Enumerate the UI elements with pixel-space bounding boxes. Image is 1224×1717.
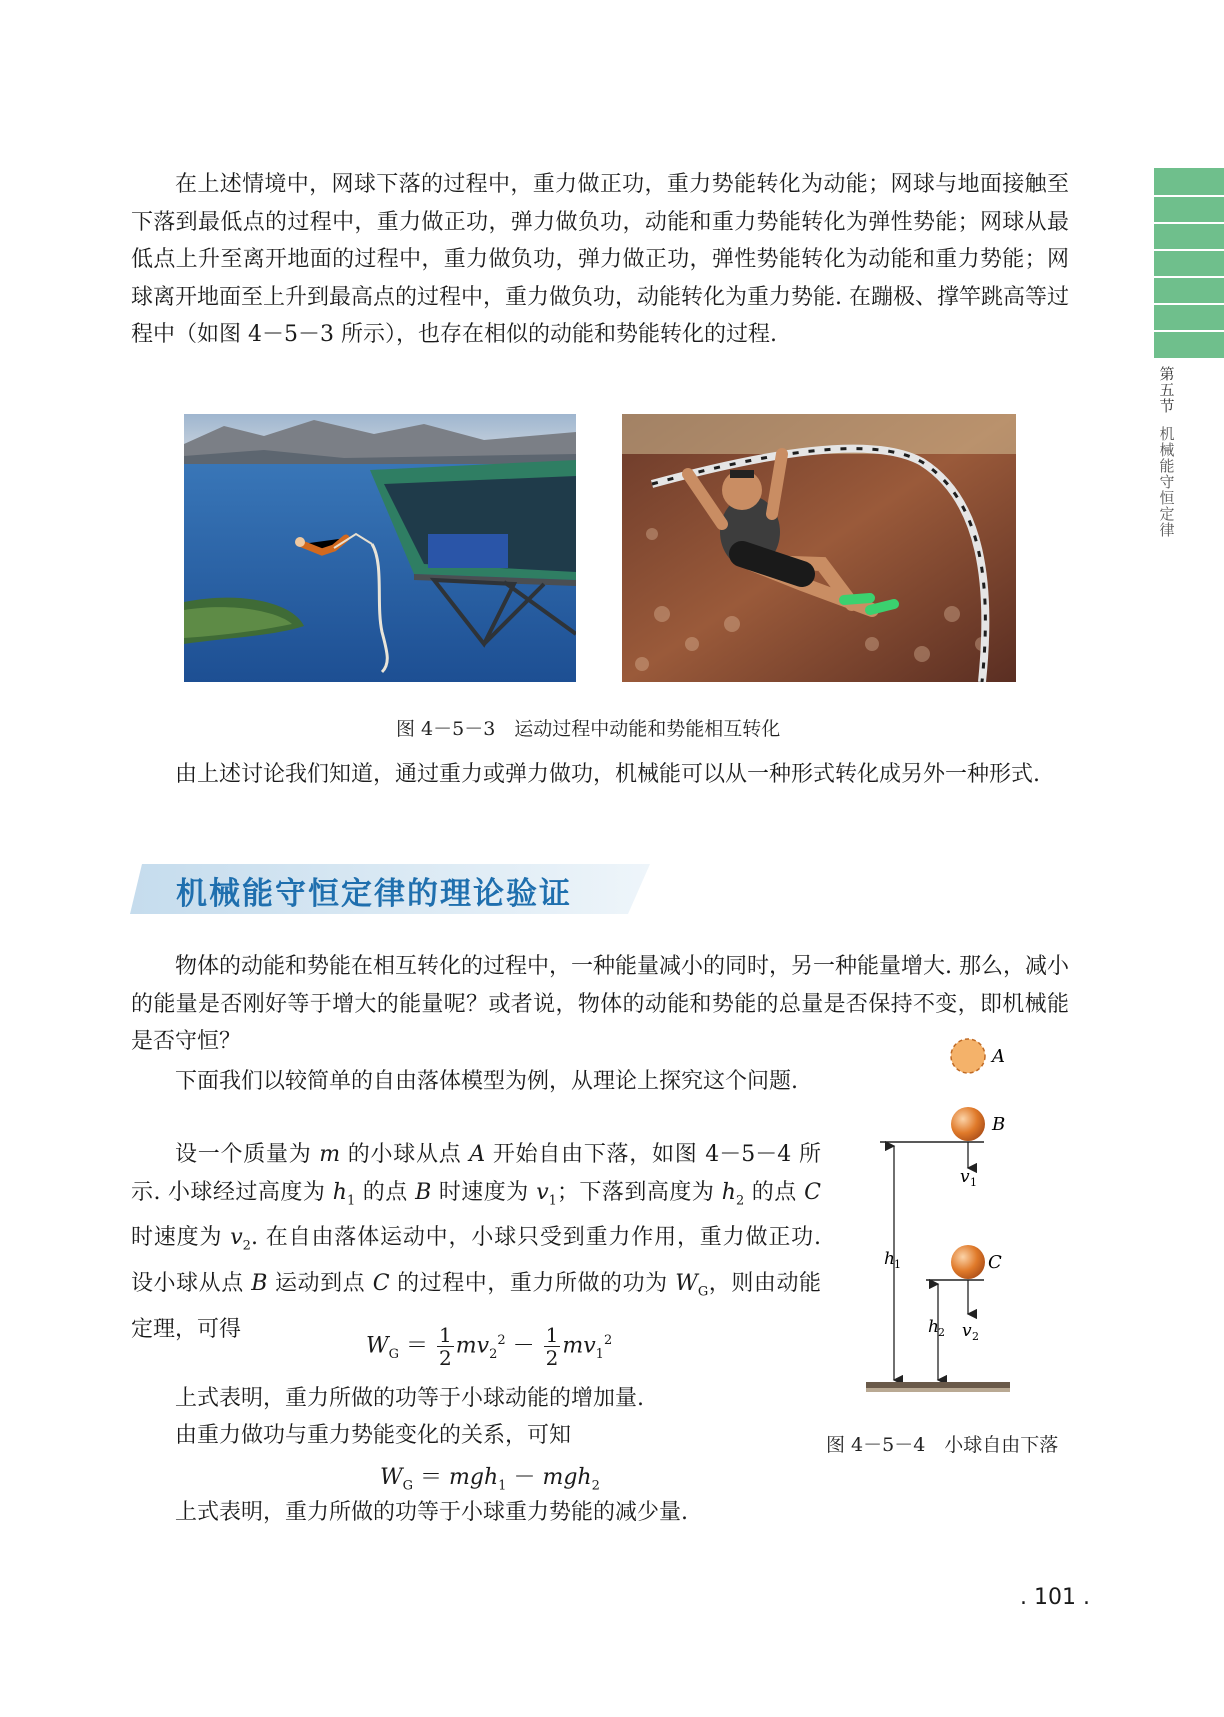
section-heading: 机械能守恒定律的理论验证: [176, 876, 572, 912]
gravity-work-formula: $W_G = mgh_1 - mgh_2$: [380, 1465, 600, 1494]
kinetic-energy-theorem-formula: $W_G$ ＝ $\frac{1}{2}$ $mv_2^2$ － $\frac{1}{2}$ $mv_1^2$: [366, 1323, 613, 1370]
label-h2-sub: 2: [938, 1326, 945, 1339]
label-v1-sub: 1: [970, 1176, 977, 1189]
figure-4-5-4-caption: 图 4－5－4 小球自由下落: [826, 1434, 1059, 1456]
paragraph-question: 物体的动能和势能在相互转化的过程中，一种能量减小的同时，另一种能量增大. 那么，减小的能量是否刚好等于增大的能量呢？或者说，物体的动能和势能的总量是否保持不变，即机械能是否守恒？: [131, 954, 1069, 1054]
page-number: . 101 .: [1020, 1585, 1090, 1610]
side-tab-title: 机械能守恒定律: [1159, 425, 1175, 539]
paragraph-energy-conversion: 在上述情境中，网球下落的过程中，重力做正功，重力势能转化为动能；网球与地面接触至下落到最低点的过程中，重力做正功，弹力做负功，动能和重力势能转化为弹性势能；网球从最低点上升至离开地面的过程中，重力做负功，弹力做正功，弹性势能转化为动能和重力势能；网球离开地面至上升到最高点的过程中，重力做负功，动能转化为重力势能. 在蹦极、撑竿跳高等过程中（如图 4－5－3 所示），也存在相似的动能和势能转化的过程.: [131, 172, 1069, 347]
label-A: A: [992, 1046, 1005, 1067]
free-fall-diagram: [860, 1030, 1090, 1400]
paragraph-mechanical-energy-conversion: 由上述讨论我们知道，通过重力或弹力做功，机械能可以从一种形式转化成另外一种形式.: [175, 762, 1040, 787]
figure-4-5-3-caption: 图 4－5－3 运动过程中动能和势能相互转化: [396, 718, 781, 740]
label-B: B: [992, 1114, 1006, 1135]
label-v1: v: [960, 1167, 970, 1187]
line-potential-decrease: 上式表明，重力所做的功等于小球重力势能的减少量.: [175, 1500, 688, 1525]
pole-vault-photo: [622, 414, 1016, 682]
label-h1-sub: 1: [894, 1258, 901, 1271]
line-kinetic-increase: 上式表明，重力所做的功等于小球动能的增加量.: [175, 1386, 644, 1411]
label-C: C: [988, 1252, 1002, 1273]
paragraph-setup: 设一个质量为 m 的小球从点 A 开始自由下落，如图 4－5－4 所示. 小球经过高度为 $h_1$ 的点 B 时速度为 $v_1$；下落到高度为 $h_2$ 的点 C 时速度为 $v_2$. 在自由落体运动中，小球只受到重力作用，重力做正功. 设小球从点 B 运动到点 C 的过程中，重力所做的功为 $W_G$，则由动能定理，可得: [131, 1142, 821, 1343]
label-v2-sub: 2: [972, 1330, 979, 1343]
label-h2: h: [928, 1317, 939, 1337]
line-gravity-relation: 由重力做功与重力势能变化的关系，可知: [175, 1423, 572, 1448]
side-tab-section: 第五节: [1159, 365, 1175, 415]
ball-B: [951, 1107, 985, 1141]
side-tab-label: [1156, 366, 1178, 538]
ball-A: [951, 1039, 985, 1073]
side-tab-block: [1154, 168, 1224, 358]
ball-C: [951, 1245, 985, 1279]
paragraph-free-fall-intro: 下面我们以较简单的自由落体模型为例，从理论上探究这个问题.: [175, 1069, 798, 1094]
bungee-photo: [184, 414, 576, 682]
label-v2: v: [962, 1321, 972, 1341]
label-h1: h: [884, 1249, 895, 1269]
